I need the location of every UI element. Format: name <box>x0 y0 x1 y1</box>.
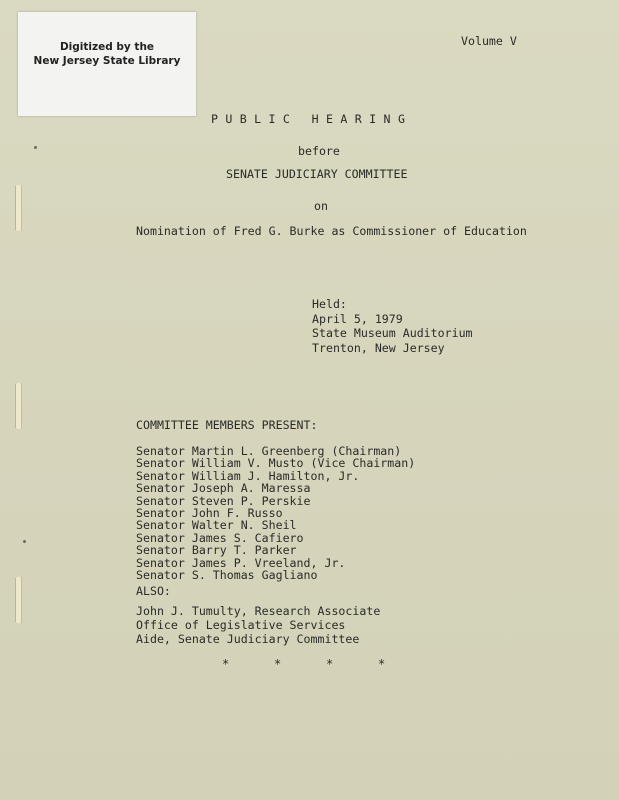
member-item: Senator Martin L. Greenberg (Chairman) <box>136 444 402 458</box>
also-list <box>136 604 380 646</box>
binding-staple <box>15 577 22 623</box>
volume-label: Volume V <box>461 34 517 48</box>
also-heading: ALSO: <box>136 584 171 598</box>
hearing-details <box>312 297 473 355</box>
member-item: Senator Walter N. Sheil <box>136 518 297 533</box>
hearing-city: Trenton, New Jersey <box>312 340 445 355</box>
member-item: Senator William J. Hamilton, Jr. <box>136 468 360 483</box>
separator-star: * <box>326 657 334 671</box>
also-item: Aide, Senate Judiciary Committee <box>136 632 360 647</box>
member-item: Senator Steven P. Perskie <box>136 493 311 508</box>
committee-name: SENATE JUDICIARY COMMITTEE <box>226 167 408 181</box>
separator-star: * <box>274 657 282 671</box>
member-item: Senator William V. Musto (Vice Chairman) <box>136 456 416 471</box>
stamp-line-1: Digitized by the <box>59 41 155 53</box>
member-item: Senator Barry T. Parker <box>136 543 297 558</box>
nomination-subject: Nomination of Fred G. Burke as Commissioner of Education <box>136 224 527 238</box>
members-heading: COMMITTEE MEMBERS PRESENT: <box>136 418 318 432</box>
binding-staple <box>15 185 22 231</box>
hearing-date: April 5, 1979 <box>312 311 403 326</box>
separator-star: * <box>378 657 386 671</box>
members-list <box>136 445 415 581</box>
held-label: Held: <box>312 297 347 311</box>
document-title: PUBLIC HEARING <box>211 112 413 126</box>
on-label: on <box>314 199 328 213</box>
also-item: Office of Legislative Services <box>136 618 346 633</box>
hearing-place: State Museum Auditorium <box>312 326 473 341</box>
member-item: Senator James P. Vreeland, Jr. <box>136 555 346 570</box>
paper-speck <box>34 146 37 149</box>
stamp-line-2: New Jersey State Library <box>33 55 181 67</box>
digitized-stamp <box>18 12 196 116</box>
binding-staple <box>15 383 22 429</box>
before-label: before <box>298 144 340 158</box>
member-item: Senator John F. Russo <box>136 506 283 521</box>
also-item: John J. Tumulty, Research Associate <box>136 604 381 618</box>
member-item: Senator S. Thomas Gagliano <box>136 568 318 583</box>
member-item: Senator James S. Cafiero <box>136 530 304 545</box>
member-item: Senator Joseph A. Maressa <box>136 481 311 496</box>
separator-star: * <box>222 657 230 671</box>
paper-speck <box>23 540 26 543</box>
